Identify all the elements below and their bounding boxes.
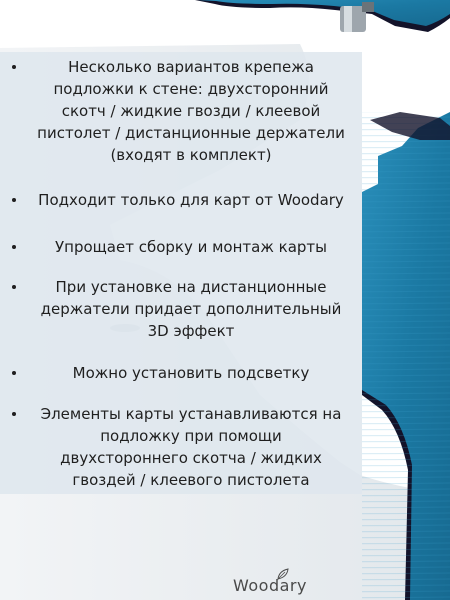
- feature-list: [0, 56, 362, 491]
- list-item: [0, 362, 362, 384]
- brand-logo: [233, 568, 333, 598]
- bullet-dot-icon: [12, 198, 16, 202]
- list-item-text: Несколько вариантов крепежа подложки к стене: двухсторонний скотч / жидкие гвозди / клеевой пистолет / дистанционные держатели (входят в комплект): [37, 58, 345, 164]
- bullet-dot-icon: [12, 285, 16, 289]
- bullet-dot-icon: [12, 412, 16, 416]
- list-item: [0, 276, 362, 342]
- list-item-text: Подходит только для карт от Woodary: [38, 191, 344, 209]
- standoff-holder: [340, 2, 374, 32]
- blue-wood-top: [195, 0, 450, 32]
- bullet-dot-icon: [12, 65, 16, 69]
- bullet-dot-icon: [12, 245, 16, 249]
- list-item: [0, 189, 362, 211]
- list-item: [0, 403, 362, 491]
- list-item-text: Можно установить подсветку: [72, 364, 310, 382]
- list-item: [0, 236, 362, 258]
- brand-name: Woodary: [233, 576, 307, 595]
- list-item: [0, 56, 362, 166]
- blue-wood-right: [362, 112, 450, 600]
- bullet-dot-icon: [12, 371, 16, 375]
- list-item-text: Упрощает сборку и монтаж карты: [55, 238, 327, 256]
- list-item-text: Элементы карты устанавливаются на подложку при помощи двухстороннего скотча / жидких гвоздей / клеевого пистолета: [40, 405, 342, 489]
- list-item-text: При установке на дистанционные держатели придает дополнительный 3D эффект: [40, 278, 342, 340]
